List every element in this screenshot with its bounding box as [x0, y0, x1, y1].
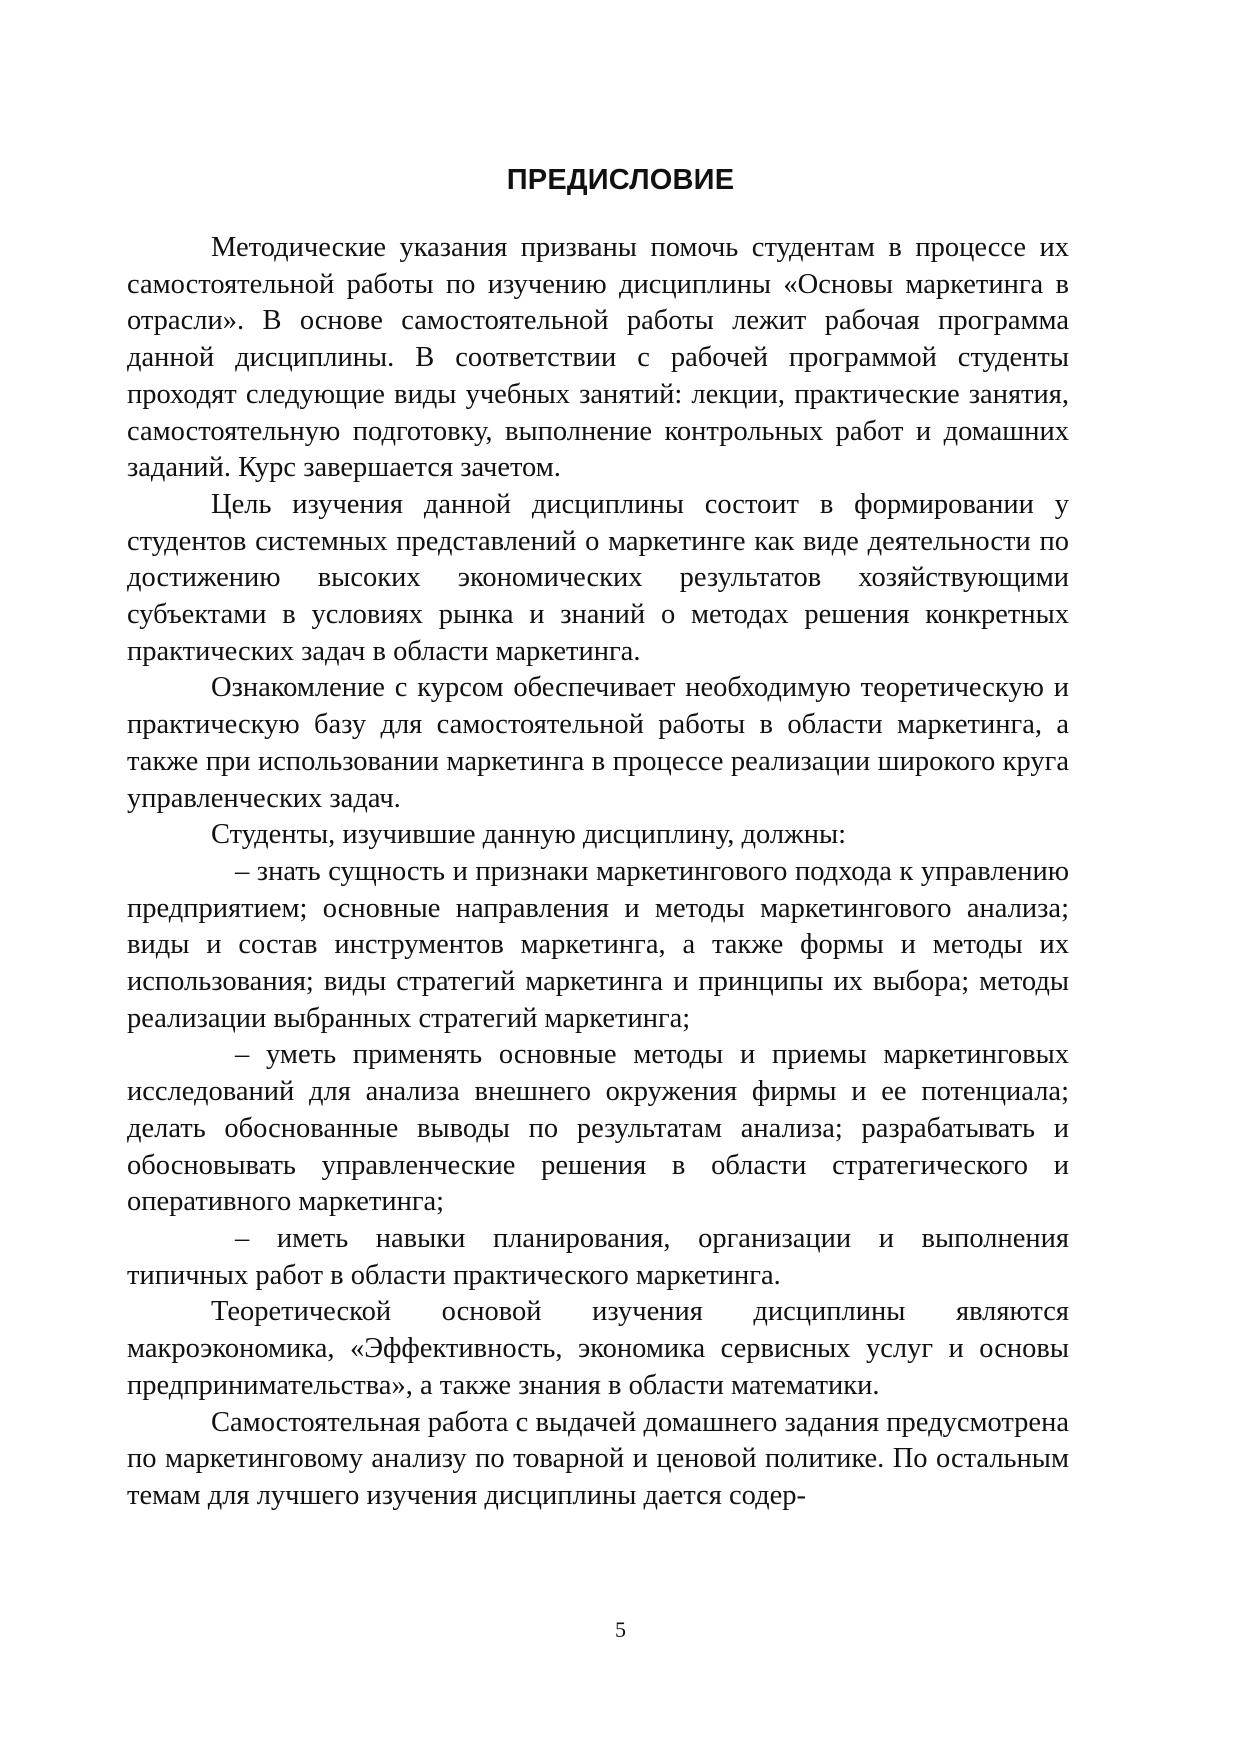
body-text [127, 230, 1069, 1515]
requirement-skills: – иметь навыки планирования, организации и выполнения типичных работ в области практического маркетинга. [127, 1222, 1069, 1291]
requirement-know: – знать сущность и признаки маркетингового подхода к управлению предприятием; основные направления и методы маркетингового анализа; виды и состав инструментов маркетинга, а также формы и методы их использования; виды стратегий маркетинга и принципы их выбора; методы реализации выбранных стратегий маркетинга; [127, 855, 1069, 1034]
paragraph-independent-work: Самостоятельная работа с выдачей домашнего задания предусмотрена по маркетинговому анализу по товарной и ценовой политике. По остальным темам для лучшего изучения дисциплины дается содер- [127, 1406, 1069, 1511]
page-number: 5 [615, 1617, 626, 1642]
paragraph-course-basis: Ознакомление с курсом обеспечивает необходимую теоретическую и практическую базу для самостоятельной работы в области маркетинга, а также при использовании маркетинга в процессе реализации широкого круга управленческих задач. [127, 672, 1069, 814]
paragraph-theoretical-basis: Теоретической основой изучения дисциплины являются макроэкономика, «Эффективность, экономика сервисных услуг и основы предпринимательства», а также знания в области математики. [127, 1296, 1069, 1401]
page-heading: ПРЕДИСЛОВИЕ [506, 164, 735, 196]
paragraph-intro: Методические указания призваны помочь студентам в процессе их самостоятельной работы по изучению дисциплины «Основы маркетинга в отрасли». В основе самостоятельной работы лежит рабочая программа данной дисциплины. В соответствии с рабочей программой студенты проходят следующие виды учебных занятий: лекции, практические занятия, самостоятельную подготовку, выполнение контрольных работ и домашних заданий. Курс завершается зачетом. [127, 232, 1069, 484]
paragraph-requirements-lead: Студенты, изучившие данную дисциплину, должны: [211, 819, 847, 851]
requirement-be-able: – уметь применять основные методы и приемы маркетинговых исследований для анализа внешнего окружения фирмы и ее потенциала; делать обоснованные выводы по результатам анализа; разрабатывать и обосновывать управленческие решения в области стратегического и оперативного маркетинга; [127, 1039, 1069, 1218]
paragraph-goal: Цель изучения данной дисциплины состоит в формировании у студентов системных представлений о маркетинге как виде деятельности по достижению высоких экономических результатов хозяйствующими субъектами в условиях рынка и знаний о методах решения конкретных практических задач в области маркетинга. [127, 488, 1069, 667]
